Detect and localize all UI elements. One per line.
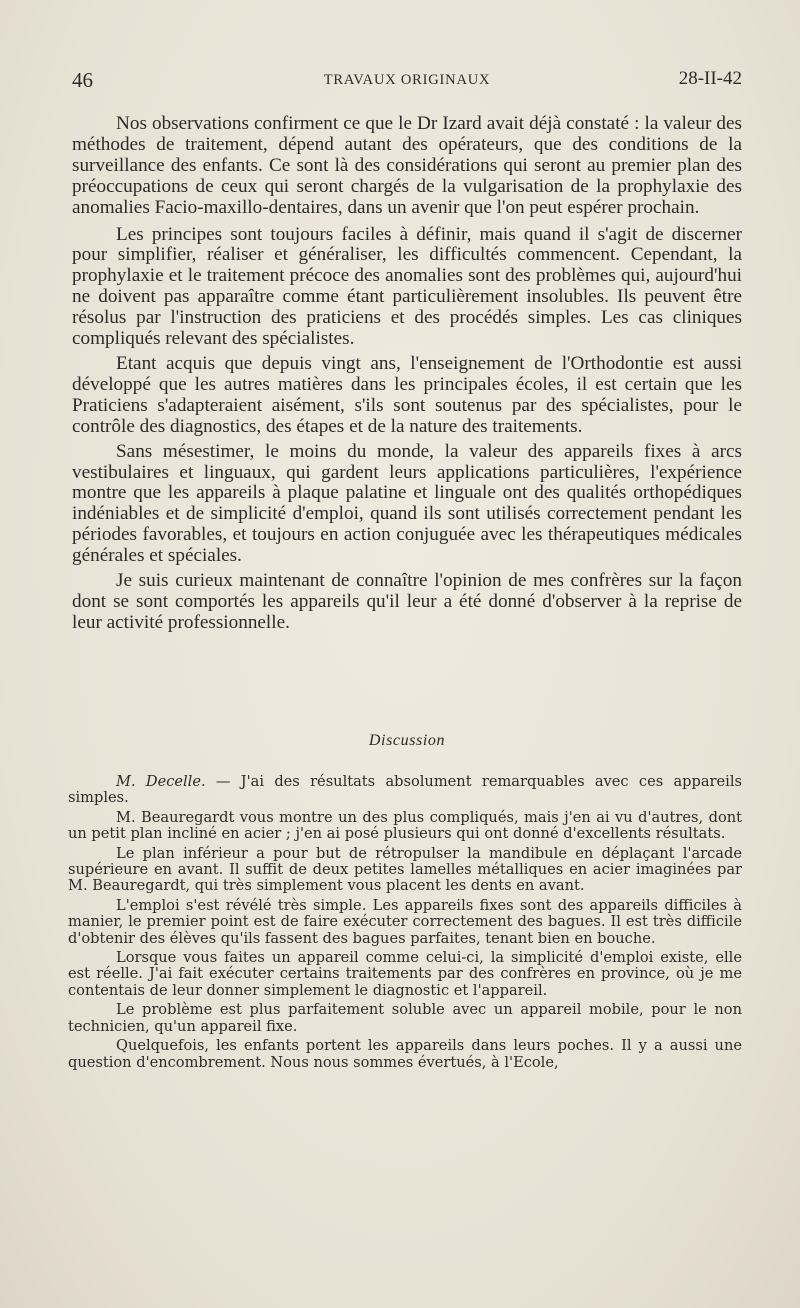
paragraph: Nos observations confirment ce que le Dr Izard avait déjà constaté : la valeur des méthodes de traitement, dépend autant des opérateurs, que des conditions de la surveillance des enfants. Ce sont là des considérations qui seront au premier plan des préoccupations de ceux qui seront chargés de la vulgarisation de la prophylaxie des anomalies Facio-maxillo-dentaires, dans un avenir que l'on peut espérer prochain. — [72, 113, 742, 218]
running-title: TRAVAUX ORIGINAUX — [323, 72, 491, 88]
speaker-name: M. Decelle. — [116, 773, 206, 790]
discussion-text — [68, 774, 742, 1074]
discussion-paragraph: Lorsque vous faites un appareil comme celui-ci, la simplicité d'emploi existe, elle est réelle. J'ai fait exécuter certains traitements par des confrères en province, où je me contentais de leur donner simplement le diagnostic et l'appareil. — [68, 949, 742, 999]
discussion-paragraph: Le problème est plus parfaitement soluble avec un appareil mobile, pour le non technicien, qu'un appareil fixe. — [68, 1001, 742, 1035]
discussion-paragraph — [68, 774, 742, 807]
speaker-remark: — J'ai des résultats absolument remarquables avec ces appareils simples. — [68, 773, 742, 807]
page-header — [72, 68, 742, 98]
paragraph: Etant acquis que depuis vingt ans, l'enseignement de l'Orthodontie est aussi développé que les autres matières dans les principales écoles, il est certain que les Praticiens s'adapteraient aisément, s'ils sont soutenus par des spécialistes, pour le contrôle des diagnostics, des étapes et de la nature des traitements. — [72, 352, 742, 437]
paragraph: Je suis curieux maintenant de connaître l'opinion de mes confrères sur la façon dont se sont comportés les appareils qu'il leur a été donné d'observer à la reprise de leur activité professionnelle. — [72, 570, 742, 633]
page-number: 46 — [72, 68, 93, 92]
discussion-paragraph: M. Beauregardt vous montre un des plus compliqués, mais j'en ai vu d'autres, dont un petit plan incliné en acier ; j'en ai posé plusieurs qui ont donné d'excellents résultats. — [68, 808, 742, 843]
discussion-paragraph: Le plan inférieur a pour but de rétropulser la mandibule en déplaçant l'arcade supérieure en avant. Il suffit de deux petites lamelles métalliques en acier imaginées par M. Beauregardt, qui très simplement vous placent les dents en avant. — [68, 844, 742, 895]
discussion-paragraph: L'emploi s'est révélé très simple. Les appareils fixes sont des appareils difficiles à manier, le premier point est de faire exécuter correctement des bagues. Il est très difficile d'obtenir des élèves qu'ils fassent des bagues parfaites, tenant bien en bouche. — [68, 896, 742, 947]
paragraph: Les principes sont toujours faciles à définir, mais quand il s'agit de discerner pour simplifier, réaliser et généraliser, les difficultés commencent. Cependant, la prophylaxie et le traitement précoce des anomalies sont des problèmes qui, aujourd'hui ne doivent pas apparaître comme étant particulièrement insolubles. Ils peuvent être résolus par l'instruction des praticiens et des procédés simples. Les cas cliniques compliqués relevant des spécialistes. — [72, 223, 742, 350]
discussion-paragraph: Quelquefois, les enfants portent les appareils dans leurs poches. Il y a aussi une question d'encombrement. Nous nous sommes évertués, à l'Ecole, — [68, 1037, 742, 1071]
main-text — [72, 114, 742, 636]
section-title: Discussion — [368, 732, 446, 749]
header-date: 28-II-42 — [678, 68, 742, 89]
paragraph: Sans mésestimer, le moins du monde, la valeur des appareils fixes à arcs vestibulaires et linguaux, qui gardent leurs applications particulières, l'expérience montre que les appareils à plaque palatine et linguale ont des qualités orthopédiques indéniables et de simplicité d'emploi, quand ils sont utilisés correctement pendant les périodes favorables, et toujours en action conjuguée avec les thérapeutiques médicales générales et spéciales. — [72, 440, 742, 567]
